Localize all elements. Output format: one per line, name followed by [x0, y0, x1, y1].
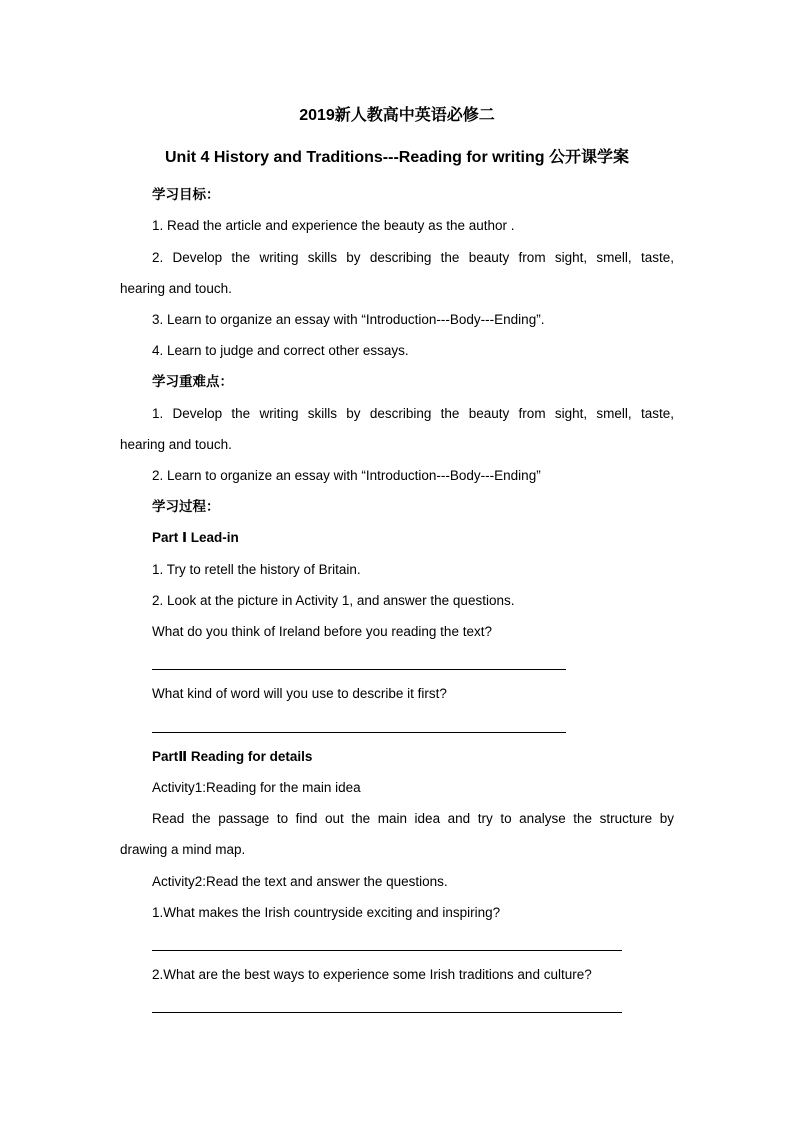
part2-activity-1-desc: Read the passage to find out the main idea and try to analyse the structure by [152, 811, 674, 826]
document-title: 2019新人教高中英语必修二 [299, 107, 495, 124]
objective-item-2-cont: hearing and touch. [120, 281, 232, 296]
part2-title: PartⅡ Reading for details [152, 749, 313, 764]
part2-activity-1-desc-cont: drawing a mind map. [120, 842, 246, 857]
part1-question-2: What kind of word will you use to describe it first? [152, 686, 447, 701]
answer-line-3[interactable] [152, 950, 622, 951]
process-heading: 学习过程： [152, 499, 220, 514]
document-subtitle: Unit 4 History and Traditions---Reading for writing 公开课学案 [164, 149, 629, 166]
part2-question-1: 1.What makes the Irish countryside exciting and inspiring? [152, 905, 501, 920]
answer-line-2[interactable] [152, 732, 566, 733]
key-point-item-2: 2. Learn to organize an essay with “Introduction---Body---Ending” [152, 468, 541, 483]
objective-item-4: 4. Learn to judge and correct other essays. [152, 343, 409, 358]
answer-line-4[interactable] [152, 1012, 622, 1013]
part1-item-1: 1. Try to retell the history of Britain. [152, 562, 361, 577]
key-point-item-1-cont: hearing and touch. [120, 437, 232, 452]
part1-item-2: 2. Look at the picture in Activity 1, and answer the questions. [152, 593, 515, 608]
answer-line-1[interactable] [152, 669, 566, 670]
objectives-heading: 学习目标： [152, 187, 220, 202]
part2-activity-2: Activity2:Read the text and answer the questions. [152, 874, 448, 889]
objective-item-2: 2. Develop the writing skills by describing the beauty from sight, smell, taste, [152, 250, 674, 265]
objective-item-1: 1. Read the article and experience the beauty as the author . [152, 218, 515, 233]
key-point-item-1: 1. Develop the writing skills by describing the beauty from sight, smell, taste, [152, 406, 674, 421]
part2-activity-1: Activity1:Reading for the main idea [152, 780, 361, 795]
part1-question-1: What do you think of Ireland before you reading the text? [152, 624, 492, 639]
key-points-heading: 学习重难点： [152, 374, 233, 389]
part2-question-2: 2.What are the best ways to experience some Irish traditions and culture? [152, 967, 592, 982]
objective-item-3: 3. Learn to organize an essay with “Introduction---Body---Ending”. [152, 312, 545, 327]
part1-title: Part Ⅰ Lead-in [152, 530, 239, 545]
